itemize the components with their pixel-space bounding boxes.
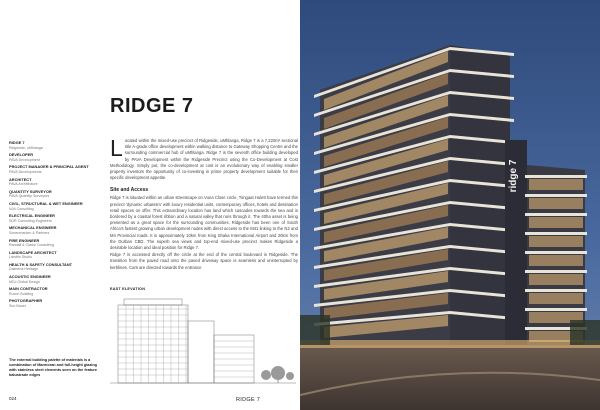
credit-role: QUANTITY SURVEYOR <box>9 188 52 194</box>
site-access-paragraph: Ridge 7 is situated within an urban streetscape on Vuna Close circle, Tongaat Hulett have termed this precinct 'dynamic urbanism' with luxury residential units, contemporary offices, hotels and destination retail spaces on offer. This extraordinary location has land which cascades towards the sea and is bordered by a coastal forest ribbon and a natural valley that runs through it. The 40ha asset is being presented as a great space for the surrounding communities. Ridgeside has been one of South Africa's fastest growing urban development nodes with direct access to the M41 linking to the N2 and M4 Provincial roads. It is approximately 10km from King Shaka International Airport and 20km from the Durban CBD. The superb sea views and top-end mixed-use precinct makes Ridgeside a desirable location and ideal position for Ridge 7. <box>110 195 298 251</box>
credit-name: MDJ Global Design <box>9 279 40 284</box>
credit-role: CIVIL, STRUCTURAL & WET ENGINEER <box>9 200 83 206</box>
credit-role: DEVELOPER <box>9 152 33 158</box>
credit-entry <box>9 178 93 187</box>
credit-entry <box>9 287 93 296</box>
credit-name: PAVA Developments <box>9 169 42 174</box>
credit-role: ARCHITECT <box>9 176 32 182</box>
elevation-label: EAST ELEVATION <box>110 287 146 291</box>
credit-entry <box>9 299 93 308</box>
credit-name: PAVA Development <box>9 157 40 162</box>
credit-role: LANDSCAPE ARCHITECT <box>9 249 57 255</box>
credit-entry <box>9 202 93 211</box>
credit-role: FIRE ENGINEER <box>9 237 40 243</box>
credit-role: MECHANICAL ENGINEER <box>9 225 57 231</box>
credit-name: Sun Bauer <box>9 304 26 309</box>
credit-name: PAVA Quantity Surveyors <box>9 194 50 199</box>
credit-name: Rucon Building <box>9 291 34 296</box>
east-elevation-drawing <box>110 295 296 389</box>
credit-role: ACOUSTIC ENGINEER <box>9 274 51 280</box>
section-heading: Site and Access <box>110 187 149 194</box>
credit-name: SDR Consulting Engineers <box>9 218 52 223</box>
credit-entry <box>9 153 93 162</box>
credit-role: HEALTH & SAFETY CONSULTANT <box>9 261 73 267</box>
credit-entry <box>9 239 93 248</box>
credit-role: ELECTRICAL ENGINEER <box>9 213 55 219</box>
credit-entry <box>9 141 93 150</box>
credit-entry <box>9 165 93 174</box>
intro-text: ocated within the mixed-use precinct of Ridgeside, uMhlanga, Ridge 7 is a 7,220m² sectional title A-grade office development within walking distance to Gateway Shopping Centre and the surrounding commercial hub of uMhlanga. Ridge 7 is the seventh office building developed by PAVA Development within the Ridgeside Precinct using the Co-Development at Cost Methodology. Simply put, the co-development at cost is an evolutionary way of enabling smaller property investors the opportunity of co-investing in prime property development suitable for their specific development appetite. <box>110 138 298 181</box>
body-text <box>110 135 298 272</box>
access-paragraph: Ridge 7 is accessed directly off the circle at the end of the central boulevard in Ridgeside. The transition from the paved road onto the paved driveway space is seamless and uninterrupted by kerblines. Cars are directed towards the entrance <box>110 252 298 270</box>
credit-name: Landfin Studio <box>9 255 32 260</box>
credit-entry <box>9 275 93 284</box>
page-number: 024 <box>9 396 17 401</box>
credit-role: MAIN CONTRACTOR <box>9 286 48 292</box>
intro-paragraph <box>110 135 298 181</box>
credit-entry <box>9 251 93 260</box>
building-photo-image <box>300 0 600 410</box>
building-signage: ridge 7 <box>508 159 519 193</box>
credit-role: PROJECT MANAGER & PRINCIPAL AGENT <box>9 164 89 170</box>
credit-entry <box>9 226 93 235</box>
page-title: RIDGE 7 <box>110 95 194 117</box>
credit-entry <box>9 190 93 199</box>
drop-cap: L <box>110 135 123 161</box>
photo-caption: The external building palette of materials is a combination of Marmoran and full-height glazing with stainless steel elements seen on the feature balustrade edges <box>9 358 97 377</box>
building-photo <box>300 0 600 410</box>
credit-name: Randall & Clarke Consulting <box>9 243 54 248</box>
credit-entry <box>9 263 93 272</box>
credit-name: NJA Consulting <box>9 206 34 211</box>
credit-name: PAVA Architecture <box>9 182 38 187</box>
credit-role: RIDGE 7 <box>9 140 25 145</box>
credit-entry <box>9 214 93 223</box>
credit-name: Ridgeside, uMhlanga <box>9 145 43 150</box>
credit-role: PHOTOGRAPHER <box>9 298 43 304</box>
credit-name: Sonenmarken & Partners <box>9 230 50 235</box>
credit-name: Dalmena Heritage <box>9 267 38 272</box>
running-title: RIDGE 7 <box>236 397 261 403</box>
project-credits <box>9 141 93 312</box>
